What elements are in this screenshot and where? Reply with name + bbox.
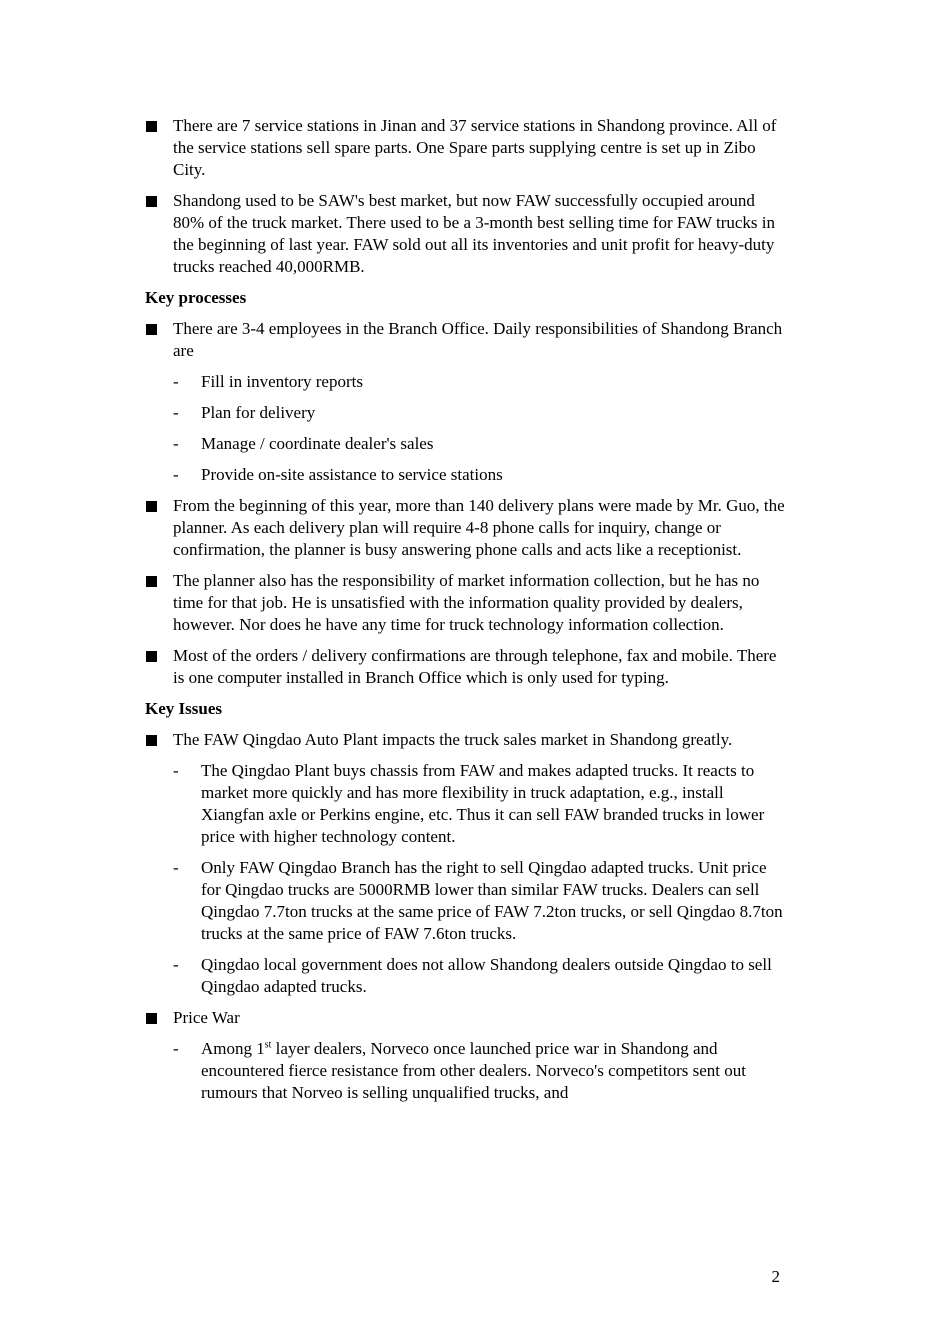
bullet-text: Shandong used to be SAW's best market, but now FAW successfully occupied around 80% of the truck market. There used to be a 3-month best selling time for FAW trucks in the beginning of last year. FAW sold out all its inventories and unit profit for heavy-duty trucks reached 40,000RMB. [173, 191, 775, 276]
square-bullet-icon [146, 501, 157, 512]
issue-point [145, 760, 785, 848]
dash-bullet-icon: - [173, 1039, 179, 1058]
page-number: 2 [771, 1267, 780, 1286]
bullet-text: Price War [173, 1008, 240, 1027]
heading-key-processes: Key processes [145, 288, 247, 307]
duty-text: Provide on-site assistance to service stations [201, 465, 503, 484]
bullet-text: There are 3-4 employees in the Branch Office. Daily responsibilities of Shandong Branch are [173, 319, 783, 360]
square-bullet-icon [146, 121, 157, 132]
issue-point [145, 857, 785, 945]
dash-bullet-icon: - [173, 858, 179, 877]
dash-bullet-icon: - [173, 372, 179, 391]
square-bullet-icon [146, 1013, 157, 1024]
dash-bullet-icon: - [173, 955, 179, 974]
issue-point-text-start: Among 1 [201, 1039, 265, 1058]
bullet-market-share [145, 190, 785, 278]
bullet-order-confirmations [145, 645, 785, 689]
issue-point [145, 954, 785, 998]
dash-bullet-icon: - [173, 434, 179, 453]
duty-item [145, 464, 785, 486]
issue-point-text: Qingdao local government does not allow Shandong dealers outside Qingdao to sell Qingdao adapted trucks. [201, 955, 772, 996]
issue-point [145, 1038, 785, 1104]
bullet-text: From the beginning of this year, more than 140 delivery plans were made by Mr. Guo, the planner. As each delivery plan will require 4-8 phone calls for inquiry, change or confirmation, the planner is busy answering phone calls and acts like a receptionist. [173, 496, 785, 559]
bullet-qingdao-plant [145, 729, 785, 751]
bullet-branch-employees [145, 318, 785, 362]
bullet-service-stations [145, 115, 785, 181]
duty-item [145, 402, 785, 424]
issue-point-text [201, 1039, 746, 1102]
bullet-text: The planner also has the responsibility of market information collection, but he has no time for that job. He is unsatisfied with the information quality provided by dealers, however. Nor does he have any time for truck technology information collection. [173, 571, 760, 634]
duty-item [145, 433, 785, 455]
square-bullet-icon [146, 576, 157, 587]
dash-bullet-icon: - [173, 761, 179, 780]
square-bullet-icon [146, 735, 157, 746]
square-bullet-icon [146, 324, 157, 335]
issue-point-text: Only FAW Qingdao Branch has the right to sell Qingdao adapted trucks. Unit price for Qingdao trucks are 5000RMB lower than similar FAW trucks. Dealers can sell Qingdao 7.7ton trucks at the same price of FAW 7.2ton trucks, or sell Qingdao 8.7ton trucks at the same price of FAW 7.6ton trucks. [201, 858, 783, 943]
issue-point-text: The Qingdao Plant buys chassis from FAW and makes adapted trucks. It reacts to market more quickly and has more flexibility in truck adaptation, e.g., install Xiangfan axle or Perkins engine, etc. Thus it can sell FAW branded trucks in lower price with higher technology content. [201, 761, 765, 846]
bullet-price-war [145, 1007, 785, 1029]
duty-text: Plan for delivery [201, 403, 316, 422]
duty-text: Fill in inventory reports [201, 372, 363, 391]
bullet-market-information [145, 570, 785, 636]
bullet-text: There are 7 service stations in Jinan and 37 service stations in Shandong province. All of the service stations sell spare parts. One Spare parts supplying centre is set up in Zibo City. [173, 116, 777, 179]
square-bullet-icon [146, 196, 157, 207]
dash-bullet-icon: - [173, 465, 179, 484]
duty-text: Manage / coordinate dealer's sales [201, 434, 434, 453]
duty-item [145, 371, 785, 393]
document-page [145, 115, 785, 1113]
issue-point-text-rest: layer dealers, Norveco once launched price war in Shandong and encountered fierce resistance from other dealers. Norveco's competitors sent out rumours that Norveo is selling unqualified trucks, and [201, 1039, 746, 1102]
bullet-delivery-plans [145, 495, 785, 561]
dash-bullet-icon: - [173, 403, 179, 422]
heading-key-issues: Key Issues [145, 699, 222, 718]
bullet-text: Most of the orders / delivery confirmations are through telephone, fax and mobile. There is one computer installed in Branch Office which is only used for typing. [173, 646, 777, 687]
square-bullet-icon [146, 651, 157, 662]
bullet-text: The FAW Qingdao Auto Plant impacts the truck sales market in Shandong greatly. [173, 730, 733, 749]
ordinal-suffix: st [264, 1039, 272, 1051]
